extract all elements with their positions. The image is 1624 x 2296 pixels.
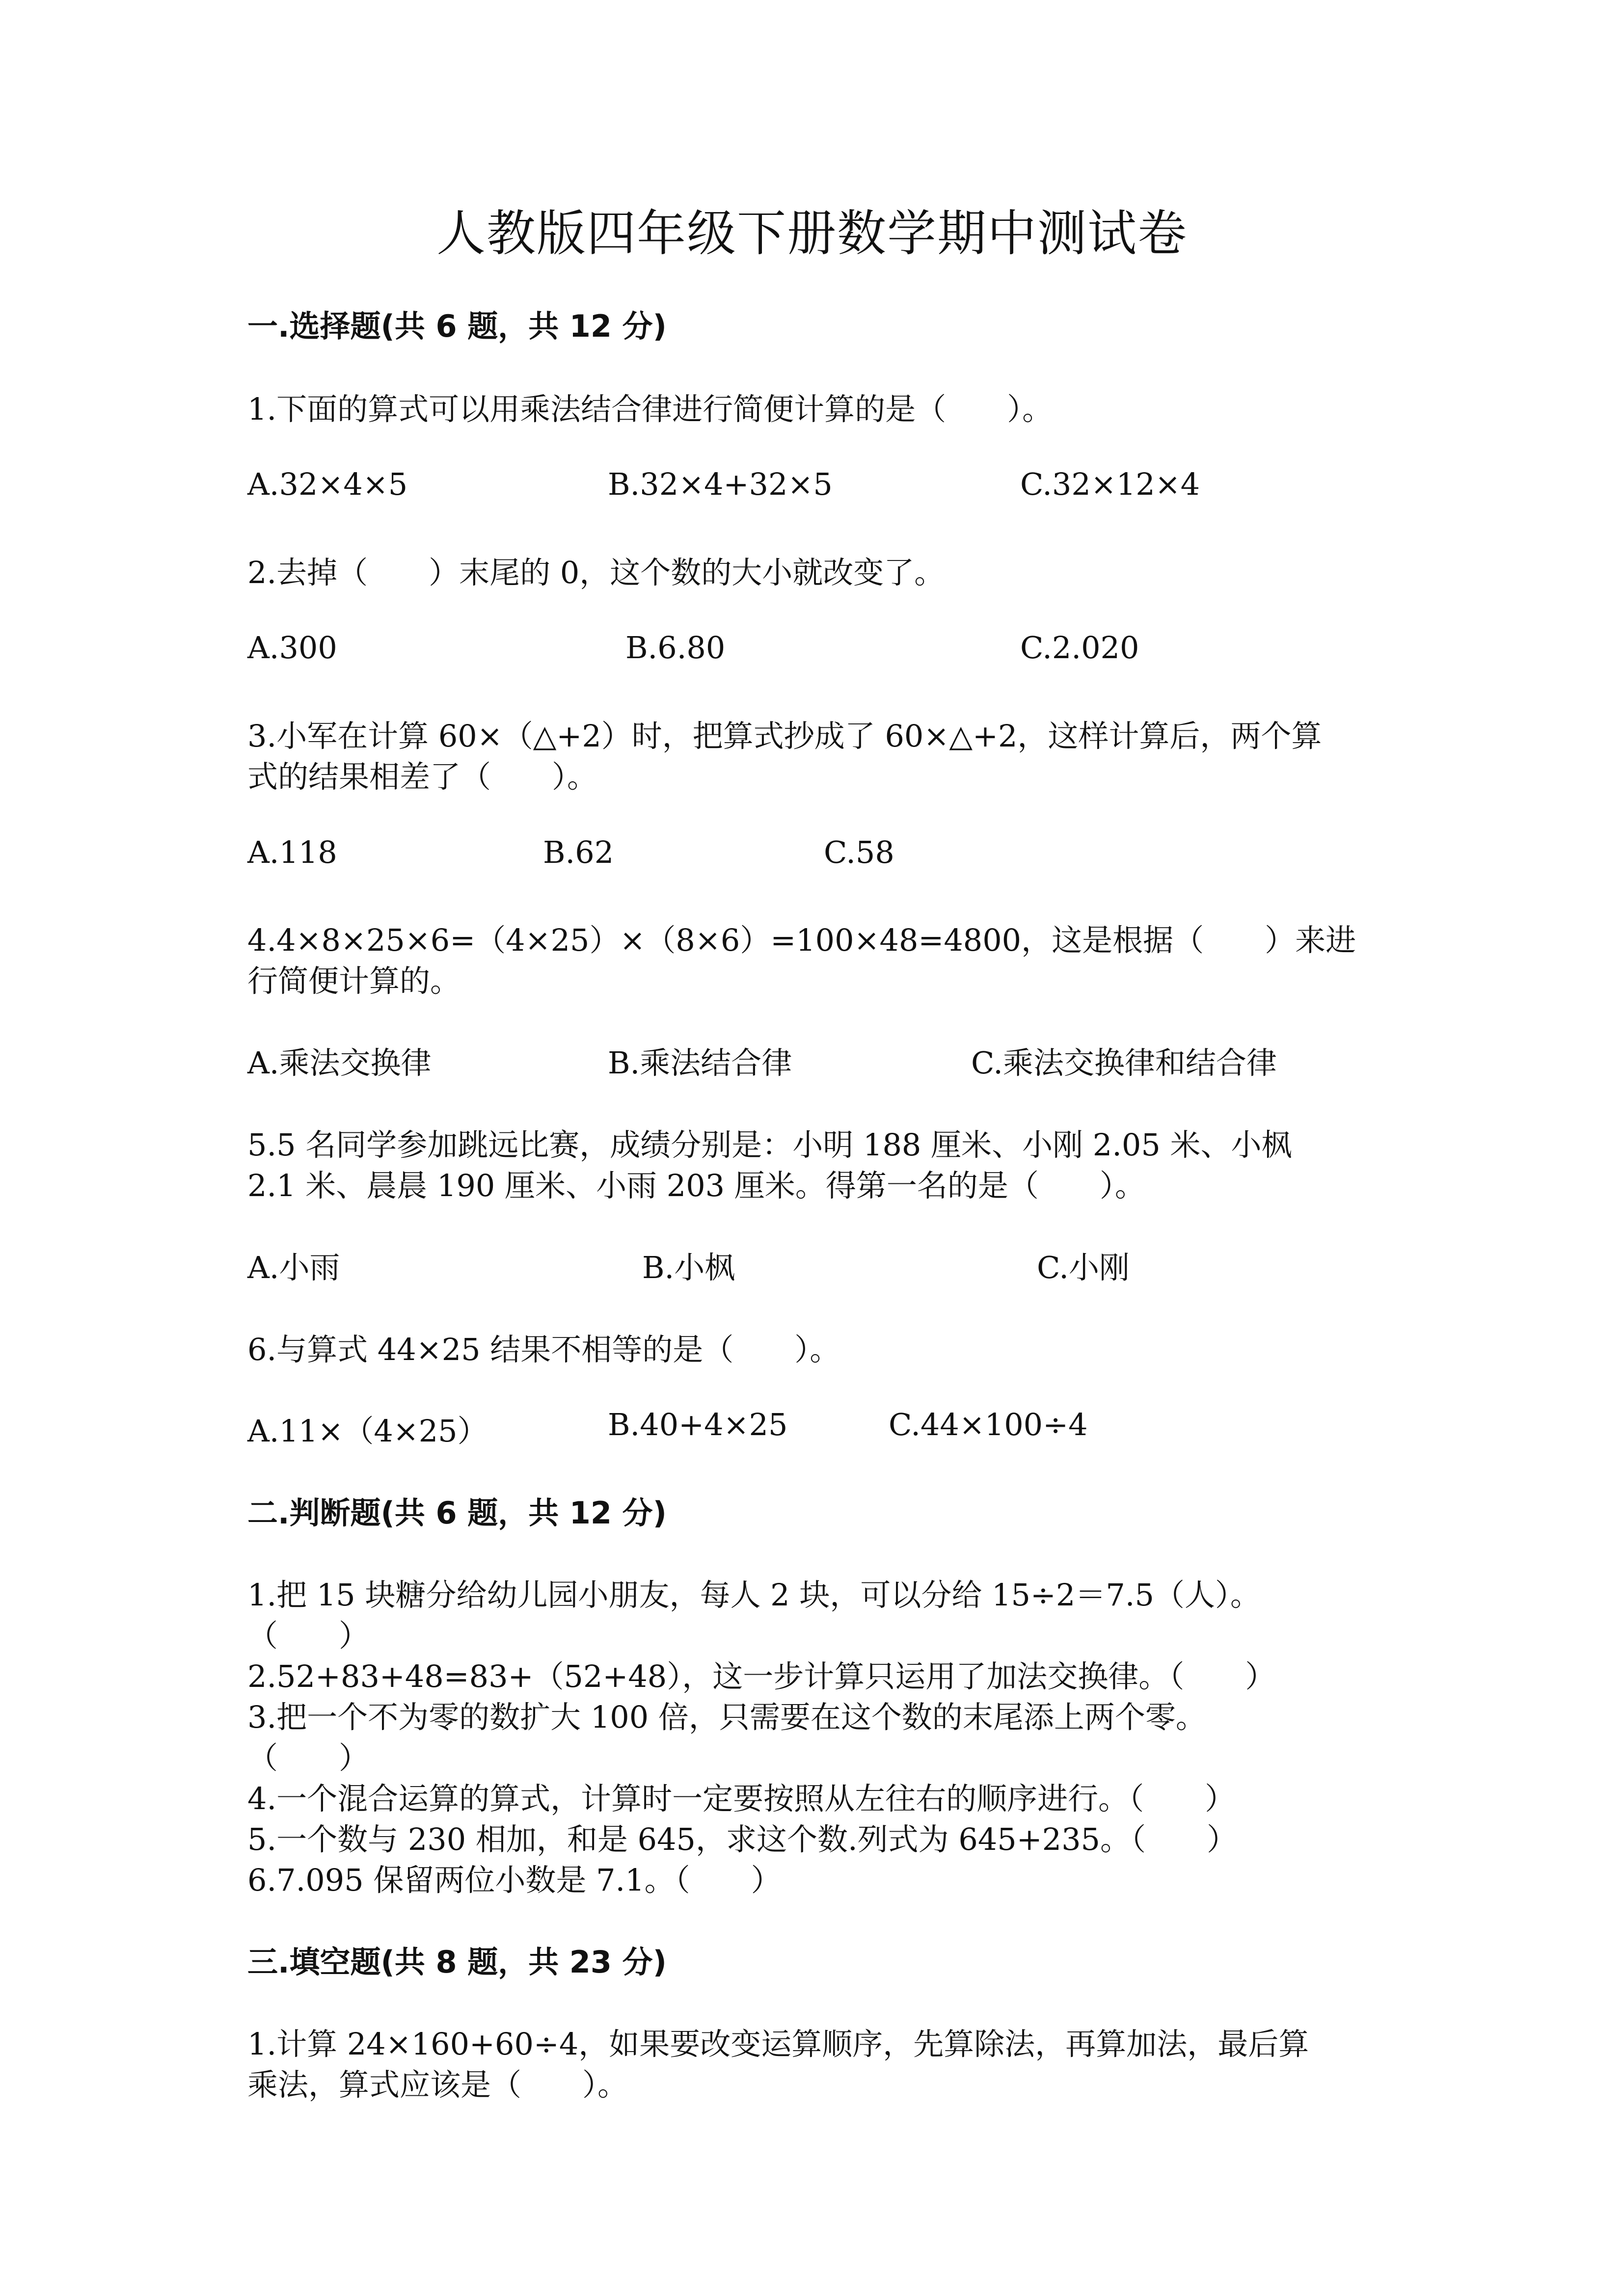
option-a: A.11×（4×25） bbox=[247, 1413, 488, 1449]
question-text: 1.下面的算式可以用乘法结合律进行简便计算的是（ ）。 bbox=[247, 391, 1053, 427]
option-b: B.32×4+32×5 bbox=[608, 466, 833, 502]
option-a: A.32×4×5 bbox=[247, 466, 408, 502]
question-text: 6.与算式 44×25 结果不相等的是（ ）。 bbox=[247, 1332, 840, 1367]
question-text: 4.4×8×25×6=（4×25）×（8×6）=100×48=4800，这是根据（ ）来进 bbox=[247, 922, 1356, 958]
option-c: C.32×12×4 bbox=[1020, 466, 1200, 502]
option-b: B.62 bbox=[543, 834, 614, 870]
option-b: B.乘法结合律 bbox=[608, 1045, 792, 1081]
question-text: 2.1 米、晨晨 190 厘米、小雨 203 厘米。得第一名的是（ ）。 bbox=[247, 1168, 1145, 1203]
page-title: 人教版四年级下册数学期中测试卷 bbox=[436, 205, 1188, 262]
section-heading-choice: 一.选择题(共 6 题，共 12 分) bbox=[247, 308, 667, 344]
answer-blank: （ ） bbox=[247, 1618, 370, 1654]
question-text: 2.52+83+48=83+（52+48），这一步计算只运用了加法交换律。（ ） bbox=[247, 1658, 1276, 1694]
question-text: 3.把一个不为零的数扩大 100 倍，只需要在这个数的末尾添上两个零。 bbox=[247, 1699, 1206, 1735]
option-a: A.小雨 bbox=[247, 1250, 340, 1285]
question-text: 6.7.095 保留两位小数是 7.1。（ ） bbox=[247, 1862, 782, 1898]
question-text: 行简便计算的。 bbox=[247, 963, 461, 999]
question-text: 1.计算 24×160+60÷4，如果要改变运算顺序，先算除法，再算加法，最后算 bbox=[247, 2026, 1309, 2062]
option-a: A.300 bbox=[247, 630, 337, 666]
option-a: A.118 bbox=[247, 834, 337, 870]
option-a: A.乘法交换律 bbox=[247, 1045, 432, 1081]
option-b: B.40+4×25 bbox=[608, 1407, 788, 1442]
option-c: C.2.020 bbox=[1020, 630, 1139, 666]
option-c: C.58 bbox=[824, 834, 894, 870]
answer-blank: （ ） bbox=[247, 1740, 370, 1776]
option-c: C.乘法交换律和结合律 bbox=[971, 1045, 1277, 1081]
question-text: 1.把 15 块糖分给幼儿园小朋友，每人 2 块，可以分给 15÷2＝7.5（人）。 bbox=[247, 1577, 1261, 1613]
option-b: B.6.80 bbox=[625, 630, 726, 666]
question-text: 式的结果相差了（ ）。 bbox=[247, 759, 598, 795]
option-c: C.44×100÷4 bbox=[889, 1407, 1088, 1442]
option-b: B.小枫 bbox=[642, 1250, 735, 1285]
section-heading-fill-blank: 三.填空题(共 8 题，共 23 分) bbox=[247, 1944, 667, 1980]
question-text: 3.小军在计算 60×（△+2）时，把算式抄成了 60×△+2，这样计算后，两个算 bbox=[247, 718, 1322, 754]
question-text: 乘法，算式应该是（ ）。 bbox=[247, 2067, 628, 2103]
question-text: 5.一个数与 230 相加，和是 645，求这个数.列式为 645+235。（ ） bbox=[247, 1821, 1237, 1857]
question-text: 5.5 名同学参加跳远比赛，成绩分别是：小明 188 厘米、小刚 2.05 米、小枫 bbox=[247, 1127, 1292, 1163]
section-heading-judgement: 二.判断题(共 6 题，共 12 分) bbox=[247, 1495, 667, 1531]
option-c: C.小刚 bbox=[1037, 1250, 1130, 1285]
question-text: 4.一个混合运算的算式，计算时一定要按照从左往右的顺序进行。（ ） bbox=[247, 1781, 1236, 1816]
question-text: 2.去掉（ ）末尾的 0，这个数的大小就改变了。 bbox=[247, 555, 945, 590]
